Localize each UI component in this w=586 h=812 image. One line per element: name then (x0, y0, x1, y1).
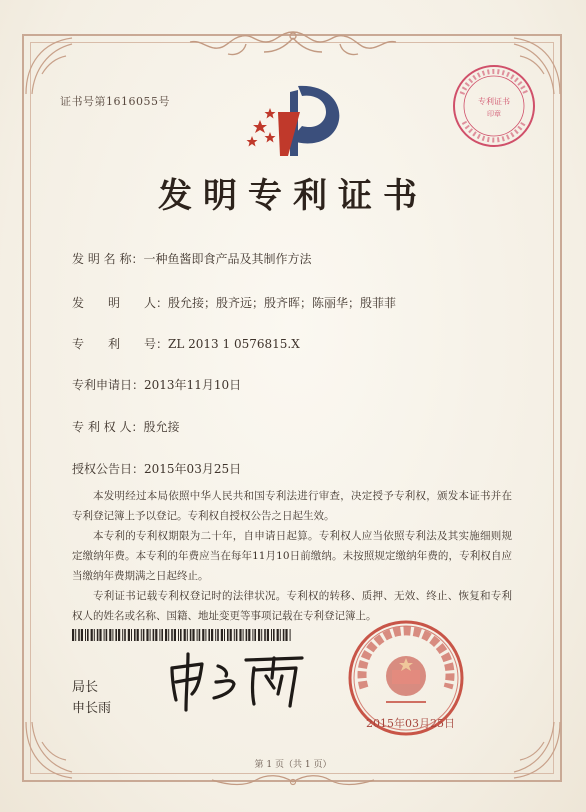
invention-name-label: 发 明 名 称： (72, 252, 144, 266)
certificate-stamp-icon (448, 60, 540, 152)
patentee-value: 殷允接 (143, 420, 180, 434)
certificate-number: 证书号第1616055号 (60, 95, 170, 108)
inventor-value: 殷允接；殷齐远；殷齐晖；陈丽华；殷菲菲 (168, 296, 397, 310)
grant-date-label: 授权公告日： (72, 462, 145, 476)
bottom-ornament-icon (206, 772, 380, 792)
patent-emblem-icon (240, 82, 350, 162)
page-footer: 第 1 页（共 1 页） (254, 760, 332, 770)
body-paragraph: 本专利的专利权期限为二十年，自申请日起算。专利权人应当依照专利法及其实施细则规定缴纳年费。本专利的年费应当在每年11月10日前缴纳。未按照规定缴纳年费的，专利权自应当缴纳年费期满之日起终止。 (72, 530, 512, 582)
body-paragraph: 本发明经过本局依照中华人民共和国专利法进行审查，决定授予专利权，颁发本证书并在专利登记簿上予以登记。专利权自授权公告之日起生效。 (72, 490, 512, 522)
barcode-icon (72, 629, 292, 641)
director-title: 局长 (72, 680, 99, 695)
certificate-body (72, 486, 512, 626)
body-paragraph: 专利证书记载专利权登记时的法律状况。专利权的转移、质押、无效、终止、恢复和专利权人的姓名或名称、国籍、地址变更等事项记载在专利登记簿上。 (72, 590, 512, 622)
svg-text:印章: 印章 (487, 110, 501, 118)
director-signature-icon (162, 648, 312, 712)
inventor-row (72, 294, 396, 311)
svg-text:专利证书: 专利证书 (478, 97, 510, 106)
corner-ornament-icon (22, 712, 92, 782)
filing-date-value: 2013年11月10日 (144, 378, 242, 392)
patent-number-value: ZL 2013 1 0576815.X (168, 337, 300, 351)
patentee-row (72, 418, 179, 435)
seal-date: 2015年03月25日 (366, 717, 455, 730)
invention-name-row (72, 250, 311, 267)
filing-date-label: 专利申请日： (72, 378, 145, 392)
inventor-label: 发 明 人： (72, 296, 169, 310)
filing-date-row (72, 376, 241, 393)
certificate-title: 发明专利证书 (158, 176, 428, 216)
patent-number-label: 专 利 号： (72, 337, 169, 351)
top-ornament-icon (186, 28, 400, 62)
corner-ornament-icon (494, 712, 564, 782)
director-name: 申长雨 (72, 701, 112, 716)
patentee-label: 专 利 权 人： (72, 420, 144, 434)
patent-number-row (72, 335, 300, 352)
invention-name-value: 一种鱼酱即食产品及其制作方法 (143, 252, 312, 266)
grant-date-value: 2015年03月25日 (144, 462, 242, 476)
grant-date-row (72, 460, 241, 477)
